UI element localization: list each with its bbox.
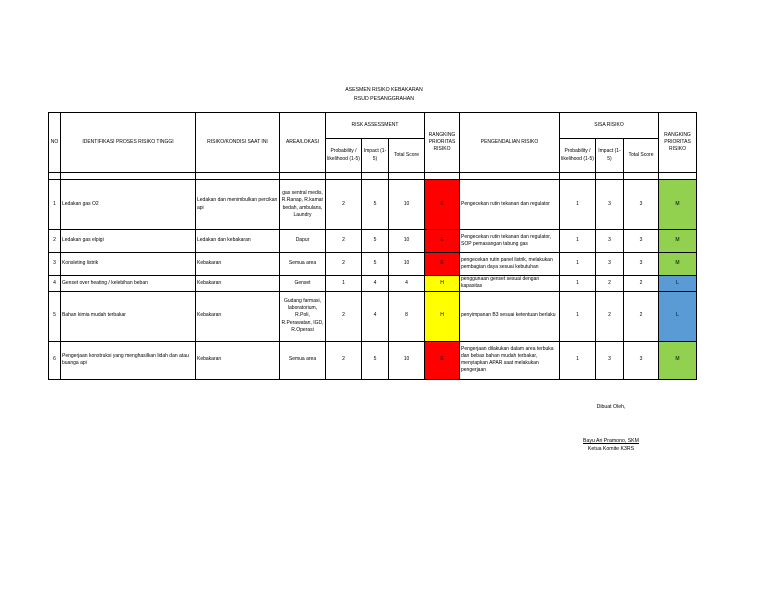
row-total: 10 <box>389 230 425 253</box>
row-no: 6 <box>49 341 61 379</box>
row-impact: 5 <box>362 253 389 276</box>
row-rank: E <box>425 180 460 230</box>
row-impact-2: 2 <box>596 276 624 292</box>
table-row <box>49 341 697 379</box>
row-probability: 2 <box>326 253 362 276</box>
header-sisa-risiko: SISA RISIKO <box>560 113 659 139</box>
row-probability-2: 1 <box>560 291 596 341</box>
row-total: 8 <box>389 291 425 341</box>
table-row <box>49 276 697 292</box>
table-row <box>49 180 697 230</box>
signature-dibuat: Dibuat Oleh, <box>596 404 626 410</box>
row-total-2: 3 <box>624 341 659 379</box>
row-area: Gudang farmasi, laboratorium, R.Poli, R.Perawatan, IGD, R.Operasi <box>280 291 326 341</box>
spacer-row <box>49 173 697 180</box>
row-total: 10 <box>389 180 425 230</box>
row-rank: E <box>425 230 460 253</box>
risk-table <box>48 112 697 380</box>
row-total: 4 <box>389 276 425 292</box>
row-impact: 5 <box>362 180 389 230</box>
row-total-2: 3 <box>624 180 659 230</box>
row-rank: E <box>425 341 460 379</box>
header-impact: Impact (1-5) <box>362 139 389 173</box>
header-pengendalian: PENGENDALIAN RISIKO <box>460 113 560 173</box>
row-total: 10 <box>389 341 425 379</box>
header-total-2: Total Score <box>624 139 659 173</box>
row-no: 3 <box>49 253 61 276</box>
header-kondisi: RISIKO/KONDISI SAAT INI <box>196 113 280 173</box>
header-identifikasi: IDENTIFIKASI PROSES RISIKO TINGGI <box>61 113 196 173</box>
row-probability: 2 <box>326 180 362 230</box>
row-pengendalian: Pengecekan rutin tekanan dan regulator <box>460 180 560 230</box>
header-rangking-2: RANGKING PRIORITAS RISIKO <box>659 113 697 173</box>
row-no: 5 <box>49 291 61 341</box>
row-proses: Genset over heating / kelebihan beban <box>61 276 196 292</box>
row-impact: 4 <box>362 276 389 292</box>
row-kondisi: Kebakaran <box>196 253 280 276</box>
row-impact-2: 3 <box>596 253 624 276</box>
row-rank-2: M <box>659 253 697 276</box>
row-rank: H <box>425 276 460 292</box>
row-proses: Pengerjaan konstruksi yang menghasilkan lidah dan atau buanga api <box>61 341 196 379</box>
row-rank-2: M <box>659 230 697 253</box>
row-area: Dapur <box>280 230 326 253</box>
document-title: ASESMEN RISIKO KEBAKARAN <box>345 87 423 93</box>
row-total-2: 2 <box>624 276 659 292</box>
row-no: 4 <box>49 276 61 292</box>
row-pengendalian: Pengecekan rutin tekanan dan regulator, SOP pemasangan tabung gas <box>460 230 560 253</box>
table-row <box>49 253 697 276</box>
document-subtitle: RSUD PESANGGRAHAN <box>354 96 414 102</box>
row-proses: Bahan kimia mudah terbakar <box>61 291 196 341</box>
row-rank-2: M <box>659 180 697 230</box>
row-total-2: 2 <box>624 291 659 341</box>
header-area: AREA/LOKASI <box>280 113 326 173</box>
row-no: 2 <box>49 230 61 253</box>
header-no: NO <box>49 113 61 173</box>
header-rangking: RANGKING PRIORITAS RISIKO <box>425 113 460 173</box>
row-probability-2: 1 <box>560 180 596 230</box>
row-impact-2: 3 <box>596 180 624 230</box>
row-pengendalian: Pengerjaan dilakukan dalam area terbuka dan bebas bahan mudah terbakar, menyiapkan APAR saat melakukan pengerjaan <box>460 341 560 379</box>
row-proses: Konsleting listrik <box>61 253 196 276</box>
row-impact: 5 <box>362 230 389 253</box>
header-probability: Probability / likelihood (1-5) <box>326 139 362 173</box>
row-rank: E <box>425 253 460 276</box>
row-area: gas sentral medis, R.Ranap, R.kamar bedah, ambulans, Laundry <box>280 180 326 230</box>
row-probability: 2 <box>326 230 362 253</box>
row-total: 10 <box>389 253 425 276</box>
row-no: 1 <box>49 180 61 230</box>
row-probability-2: 1 <box>560 341 596 379</box>
row-probability: 2 <box>326 291 362 341</box>
row-area: Semua area <box>280 253 326 276</box>
table-row <box>49 291 697 341</box>
row-pengendalian: penggunaan genset sesuai dengan kapasitas <box>460 276 560 292</box>
row-probability: 1 <box>326 276 362 292</box>
row-area: Semua area <box>280 341 326 379</box>
row-kondisi: Kebakaran <box>196 341 280 379</box>
row-probability-2: 1 <box>560 276 596 292</box>
header-probability-2: Probability / likelihood (1-5) <box>560 139 596 173</box>
row-kondisi: Ledakan dan kebakaran <box>196 230 280 253</box>
row-rank: H <box>425 291 460 341</box>
row-impact-2: 3 <box>596 341 624 379</box>
row-pengendalian: penyimpanan B3 sesuai ketentuan berlaku <box>460 291 560 341</box>
row-rank-2: M <box>659 341 697 379</box>
header-total: Total Score <box>389 139 425 173</box>
row-total-2: 3 <box>624 253 659 276</box>
row-probability-2: 1 <box>560 230 596 253</box>
signature-name: Bayu Ari Pramono, SKM <box>583 438 639 444</box>
row-kondisi: Ledakan dan menimbulkan percikan api <box>196 180 280 230</box>
header-impact-2: Impact (1-5) <box>596 139 624 173</box>
table-row <box>49 230 697 253</box>
row-rank-2: L <box>659 276 697 292</box>
signature-role: Ketua Komite K3RS <box>587 446 635 452</box>
row-kondisi: Kebakaran <box>196 276 280 292</box>
header-risk-assessment: RISK ASSESSMENT <box>326 113 425 139</box>
row-rank-2: L <box>659 291 697 341</box>
row-probability: 2 <box>326 341 362 379</box>
row-total-2: 3 <box>624 230 659 253</box>
row-impact: 4 <box>362 291 389 341</box>
row-proses: Ledakan gas O2 <box>61 180 196 230</box>
row-impact-2: 3 <box>596 230 624 253</box>
row-kondisi: Kebakaran <box>196 291 280 341</box>
row-impact-2: 2 <box>596 291 624 341</box>
row-area: Genset <box>280 276 326 292</box>
row-impact: 5 <box>362 341 389 379</box>
row-proses: Ledakan gas elpigi <box>61 230 196 253</box>
row-pengendalian: pengecekan rutin panel listrik, melakukan pembagian daya sesuai kebutuhan <box>460 253 560 276</box>
row-probability-2: 1 <box>560 253 596 276</box>
